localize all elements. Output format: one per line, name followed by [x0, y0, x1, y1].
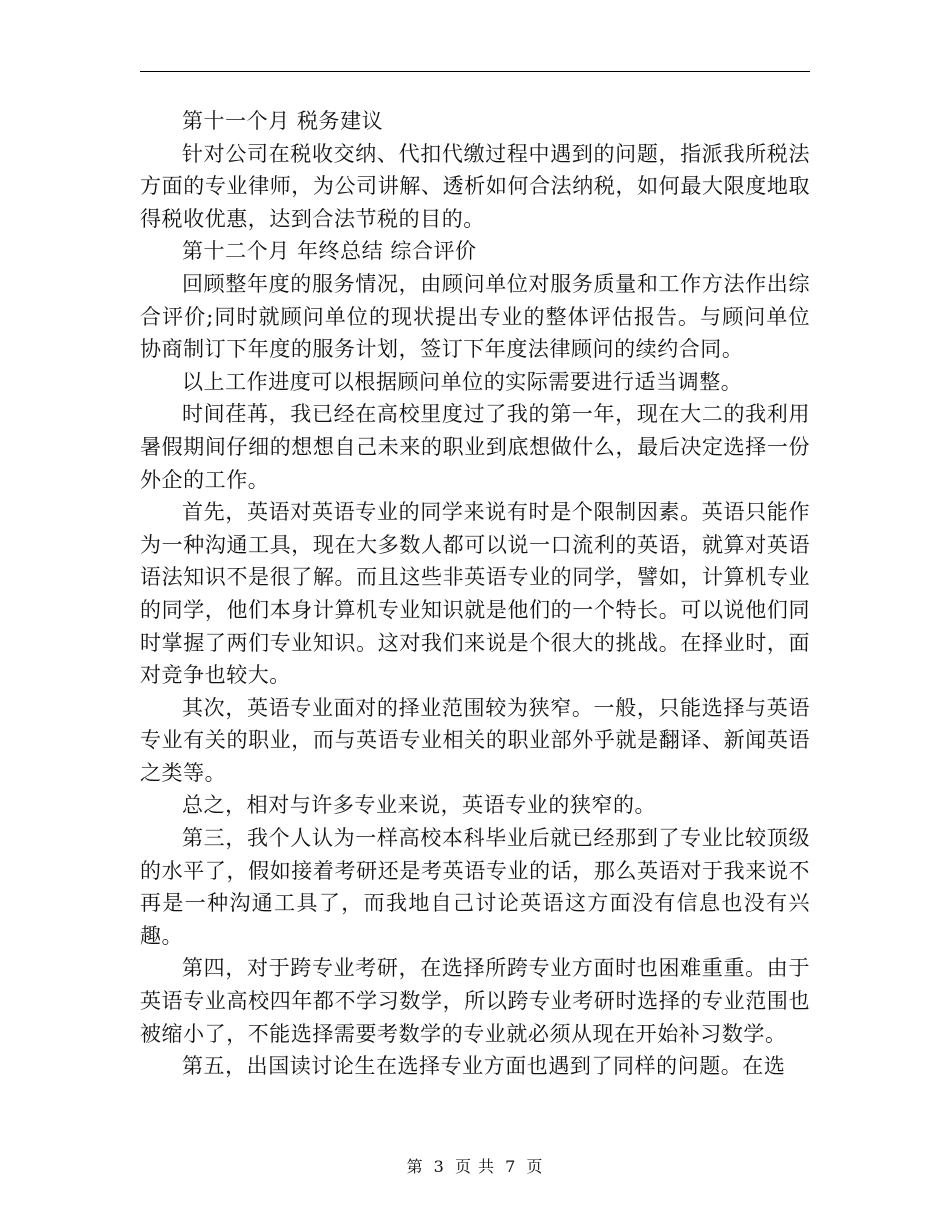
document-body — [140, 105, 810, 1083]
footer-total-pages: 7 — [505, 1157, 517, 1176]
paragraph-year-end-review: 回顾整年度的服务情况，由顾问单位对服务质量和工作方法作出综合评价;同时就顾问单位的现状提出专业的整体评估报告。与顾问单位协商制订下年度的服务计划，签订下年度法律顾问的续约合同。 — [140, 271, 810, 362]
paragraph-point-second: 其次，英语专业面对的择业范围较为狭窄。一般，只能选择与英语专业有关的职业，而与英语专业相关的职业部外乎就是翻译、新闻英语之类等。 — [140, 695, 810, 785]
paragraph-point-third: 第三，我个人认为一样高校本科毕业后就已经那到了专业比较顶级的水平了，假如接着考研还是考英语专业的话，那么英语对于我来说不再是一种沟通工具了，而我地自己讨论英语这方面没有信息也没有兴趣。 — [140, 826, 810, 948]
paragraph-schedule-note: 以上工作进度可以根据顾问单位的实际需要进行适当调整。 — [182, 369, 743, 394]
header-rule — [140, 71, 810, 72]
footer-prefix: 第 — [406, 1157, 424, 1176]
section-heading-month-11: 第十一个月 税务建议 — [182, 109, 384, 133]
paragraph-career-intro: 时间荏苒，我已经在高校里度过了我的第一年，现在大二的我利用暑假期间仔细的想想自己未来的职业到底想做什么，最后决定选择一份外企的工作。 — [140, 402, 810, 492]
paragraph-point-first: 首先，英语对英语专业的同学来说有时是个限制因素。英语只能作为一种沟通工具，现在大多数人都可以说一口流利的英语，就算对英语语法知识不是很了解。而且这些非英语专业的同学，譬如，计算机专业的同学，他们本身计算机专业知识就是他们的一个特长。可以说他们同时掌握了两们专业知识。这对我们来说是个很大的挑战。在择业时，面对竞争也较大。 — [140, 500, 810, 688]
paragraph-point-fifth: 第五，出国读讨论生在选择专业方面也遇到了同样的问题。在选 — [182, 1054, 786, 1079]
page-footer — [0, 1154, 950, 1177]
footer-suffix: 页 — [526, 1157, 544, 1176]
paragraph-summary: 总之，相对与许多专业来说，英语专业的狭窄的。 — [182, 793, 657, 818]
section-heading-month-12: 第十二个月 年终总结 综合评价 — [182, 239, 477, 264]
paragraph-tax-advice: 针对公司在税收交纳、代扣代缴过程中遇到的问题，指派我所税法方面的专业律师，为公司讲解、透析如何合法纳税，如何最大限度地取得税收优惠，达到合法节税的目的。 — [140, 141, 810, 231]
paragraph-point-fourth: 第四，对于跨专业考研，在选择所跨专业方面时也困难重重。由于英语专业高校四年都不学习数学，所以跨专业考研时选择的专业范围也被缩小了，不能选择需要考数学的专业就必须从现在开始补习数学。 — [140, 956, 810, 1046]
footer-current-page: 3 — [433, 1157, 445, 1176]
footer-mid: 页 共 — [454, 1157, 496, 1176]
